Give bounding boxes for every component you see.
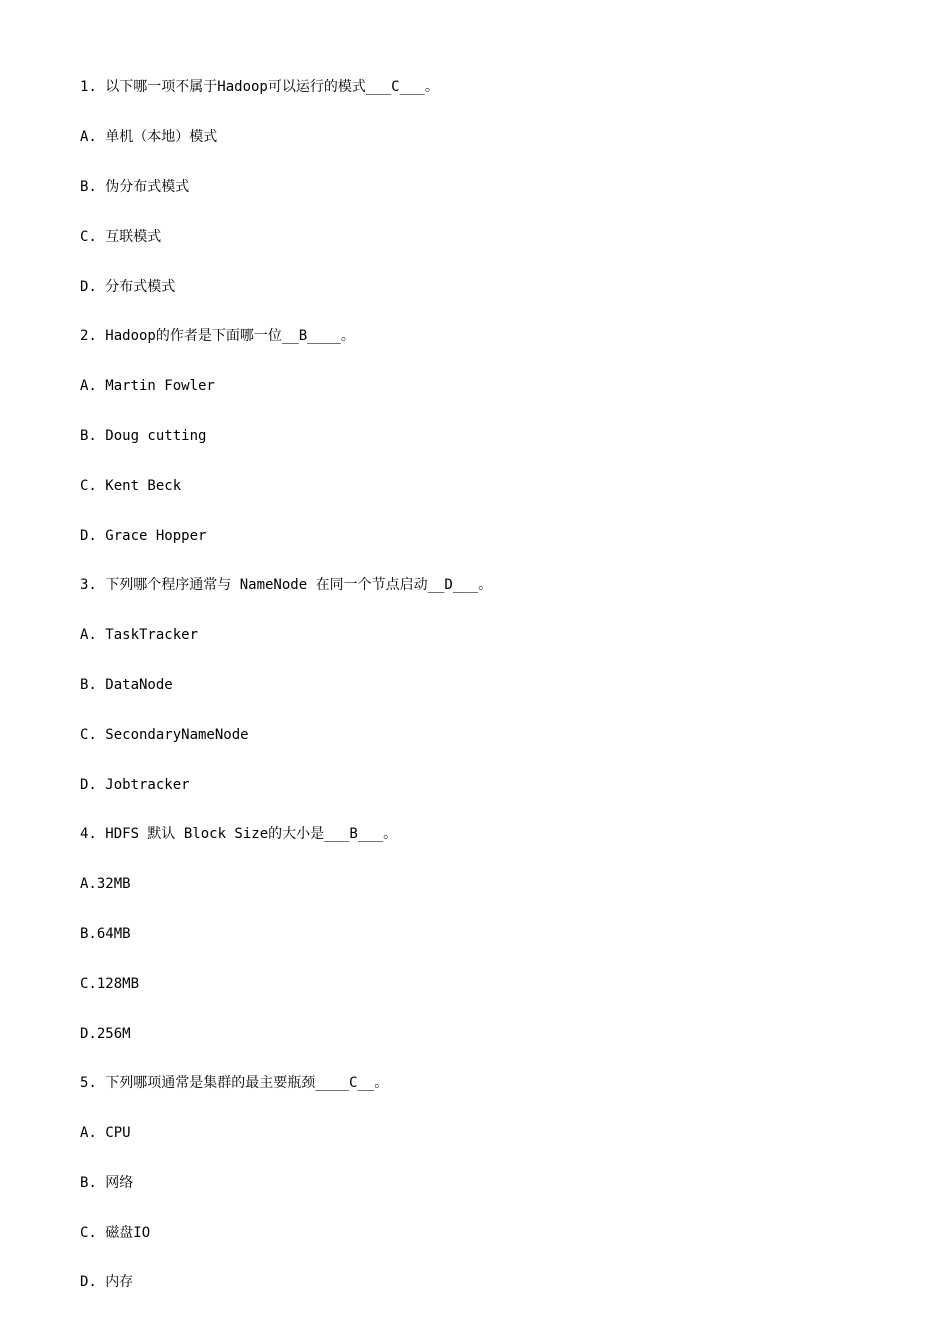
question-5-option-b: B. 网络 xyxy=(80,1175,134,1191)
question-2-stem: 2. Hadoop的作者是下面哪一位__B____。 xyxy=(80,328,355,344)
question-3-option-c: C. SecondaryNameNode xyxy=(80,727,249,743)
question-1-option-c: C. 互联模式 xyxy=(80,229,162,245)
question-1-option-d: D. 分布式模式 xyxy=(80,279,176,295)
question-4-option-c: C.128MB xyxy=(80,976,140,992)
question-5-option-c: C. 磁盘IO xyxy=(80,1225,151,1241)
question-4-option-a: A.32MB xyxy=(80,876,131,892)
question-1-option-a: A. 单机（本地）模式 xyxy=(80,129,218,145)
question-5-stem: 5. 下列哪项通常是集群的最主要瓶颈____C__。 xyxy=(80,1075,389,1091)
question-3-stem: 3. 下列哪个程序通常与 NameNode 在同一个节点启动__D___。 xyxy=(80,577,493,593)
question-4-option-b: B.64MB xyxy=(80,926,131,942)
question-5-option-a: A. CPU xyxy=(80,1125,131,1141)
question-4-stem: 4. HDFS 默认 Block Size的大小是___B___。 xyxy=(80,826,398,842)
question-4-option-d: D.256M xyxy=(80,1026,131,1042)
question-2-option-d: D. Grace Hopper xyxy=(80,528,207,544)
question-5-option-d: D. 内存 xyxy=(80,1274,134,1290)
question-3-option-d: D. Jobtracker xyxy=(80,777,190,793)
question-1-option-b: B. 伪分布式模式 xyxy=(80,179,190,195)
question-3-option-b: B. DataNode xyxy=(80,677,173,693)
question-3-option-a: A. TaskTracker xyxy=(80,627,199,643)
question-2-option-a: A. Martin Fowler xyxy=(80,378,215,394)
question-2-option-c: C. Kent Beck xyxy=(80,478,182,494)
question-2-option-b: B. Doug cutting xyxy=(80,428,207,444)
question-1-stem: 1. 以下哪一项不属于Hadoop可以运行的模式___C___。 xyxy=(80,79,439,95)
